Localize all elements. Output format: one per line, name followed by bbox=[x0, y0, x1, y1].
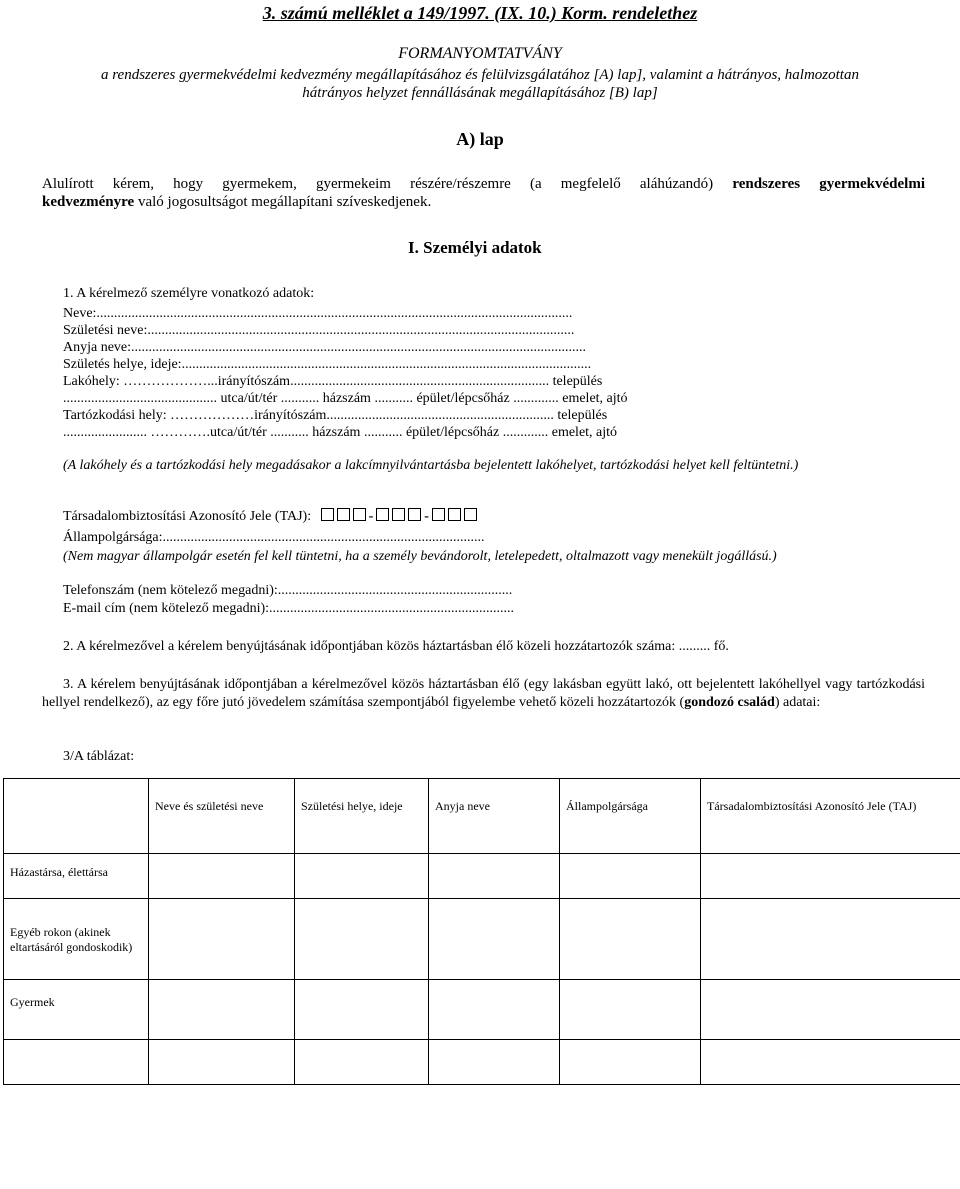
table-header-cell: Neve és születési neve bbox=[149, 779, 295, 854]
field-temporary-address[interactable]: Tartózkodási hely: ………………irányítószám................................................................. település bbox=[63, 408, 608, 423]
taj-digit-box[interactable] bbox=[448, 508, 461, 521]
intro-text: Alulírott kérem, hogy gyermekem, gyermekeim részére/részemre (a megfelelő aláhúzandó) bbox=[42, 176, 714, 192]
field-name[interactable]: Neve:........................................................................................................................................ bbox=[63, 306, 573, 321]
taj-separator: - bbox=[368, 509, 374, 524]
household-paragraph bbox=[42, 676, 925, 712]
table-row bbox=[4, 980, 960, 1040]
table-cell[interactable] bbox=[429, 980, 560, 1040]
household-text-2: ) adatai: bbox=[774, 695, 821, 710]
table-row bbox=[4, 1040, 960, 1085]
applicant-subheading: 1. A kérelmező személyre vonatkozó adatok: bbox=[63, 286, 315, 301]
table-header-cell: Születési helye, ideje bbox=[295, 779, 429, 854]
taj-digit-box[interactable] bbox=[321, 508, 334, 521]
table-row-label: Gyermek bbox=[4, 980, 149, 1040]
table-row bbox=[4, 899, 960, 980]
table-cell[interactable] bbox=[701, 854, 960, 899]
table-header-cell: Állampolgársága bbox=[560, 779, 701, 854]
form-subtitle-line2: hátrányos helyzet fennállásának megállapításához [B) lap] bbox=[302, 85, 658, 101]
taj-digit-box[interactable] bbox=[337, 508, 350, 521]
sheet-label: A) lap bbox=[456, 129, 504, 149]
table-cell[interactable] bbox=[560, 1040, 701, 1085]
table-cell[interactable] bbox=[701, 980, 960, 1040]
table-row bbox=[4, 854, 960, 899]
form-title: FORMANYOMTATVÁNY bbox=[398, 45, 562, 62]
household-text-bold: gondozó család bbox=[684, 695, 775, 710]
table-cell[interactable] bbox=[149, 1040, 295, 1085]
taj-digit-box[interactable] bbox=[392, 508, 405, 521]
intro-bold-2: kedvezményre bbox=[42, 194, 135, 210]
table-header-cell: Anyja neve bbox=[429, 779, 560, 854]
taj-boxes[interactable] bbox=[321, 509, 480, 524]
field-birth-name[interactable]: Születési neve:.......................................................................................................................... bbox=[63, 323, 575, 338]
taj-row bbox=[63, 508, 480, 525]
intro-bold: rendszeres gyermekvédelmi bbox=[732, 176, 926, 192]
taj-digit-box[interactable] bbox=[464, 508, 477, 521]
taj-digit-box[interactable] bbox=[353, 508, 366, 521]
field-citizenship[interactable]: Állampolgársága:............................................................................................ bbox=[63, 530, 485, 545]
citizenship-note: (Nem magyar állampolgár esetén fel kell tüntetni, ha a személy bevándorolt, letelepedett, oltalmazott vagy menekült jogállású.) bbox=[63, 549, 777, 564]
table-cell[interactable] bbox=[560, 854, 701, 899]
household-count[interactable]: 2. A kérelmezővel a kérelem benyújtásának időpontjában közös háztartásban élő közeli hozzátartozók száma: ......... fő. bbox=[63, 639, 729, 654]
taj-label: Társadalombiztosítási Azonosító Jele (TAJ): bbox=[63, 509, 312, 524]
table-cell[interactable] bbox=[295, 854, 429, 899]
table-row-label bbox=[4, 1040, 149, 1085]
table-cell[interactable] bbox=[149, 980, 295, 1040]
field-mother-name[interactable]: Anyja neve:.................................................................................................................................. bbox=[63, 340, 587, 355]
household-text-1: 3. A kérelem benyújtásának időpontjában a kérelmezővel közös háztartásban élő (egy lakásban együtt lakó, ott bejelentett lakóhellyel vagy tartózkodási hellyel rendelkező), az egy főre jutó jövedelem számítása szempontjából figyelembe vehető közeli hozzátartozók ( bbox=[42, 677, 925, 710]
table-cell[interactable] bbox=[560, 980, 701, 1040]
table-row-label: Egyéb rokon (akinek eltartásáról gondoskodik) bbox=[4, 899, 149, 980]
field-email[interactable]: E-mail cím (nem kötelező megadni):...................................................................... bbox=[63, 601, 515, 616]
field-residence[interactable]: Lakóhely: ………………...irányítószám.......................................................................... település bbox=[63, 374, 603, 389]
table-label: 3/A táblázat: bbox=[63, 749, 135, 764]
table-cell[interactable] bbox=[429, 899, 560, 980]
table-cell[interactable] bbox=[701, 899, 960, 980]
field-residence-street[interactable]: ............................................ utca/út/tér ........... házszám ........... épület/lépcsőház ............. emelet, ajtó bbox=[63, 391, 628, 406]
field-temporary-street[interactable]: ........................ ………….utca/út/tér ........... házszám ........... épület/lépcsőház ............. emelet, ajtó bbox=[63, 425, 618, 440]
intro-text-2: való jogosultságot megállapítani szíveskedjenek. bbox=[137, 194, 432, 210]
address-note: (A lakóhely és a tartózkodási hely megadásakor a lakcímnyilvántartásba bejelentett lakóhelyet, tartózkodási helyet kell feltüntetni.) bbox=[63, 458, 799, 473]
table-cell[interactable] bbox=[149, 854, 295, 899]
taj-digit-box[interactable] bbox=[432, 508, 445, 521]
applicant-fields bbox=[63, 305, 853, 441]
household-table bbox=[3, 778, 960, 1085]
table-header-cell: Társadalombiztosítási Azonosító Jele (TAJ) bbox=[701, 779, 960, 854]
field-phone[interactable]: Telefonszám (nem kötelező megadni):................................................................... bbox=[63, 583, 513, 598]
table-cell[interactable] bbox=[295, 899, 429, 980]
table-cell[interactable] bbox=[149, 899, 295, 980]
table-cell[interactable] bbox=[429, 1040, 560, 1085]
form-subtitle-line1: a rendszeres gyermekvédelmi kedvezmény megállapításához és felülvizsgálatához [A) lap], valamint a hátrányos, halmozottan bbox=[101, 67, 859, 83]
table-cell[interactable] bbox=[295, 1040, 429, 1085]
section-heading: I. Személyi adatok bbox=[408, 238, 542, 257]
table-cell[interactable] bbox=[560, 899, 701, 980]
annex-title: 3. számú melléklet a 149/1997. (IX. 10.) Korm. rendelethez bbox=[262, 3, 698, 23]
field-birth-place-date[interactable]: Születés helye, ideje:..................................................................................................................... bbox=[63, 357, 592, 372]
table-header-row bbox=[4, 779, 960, 854]
taj-digit-box[interactable] bbox=[376, 508, 389, 521]
table-header-cell bbox=[4, 779, 149, 854]
table-cell[interactable] bbox=[429, 854, 560, 899]
table-cell[interactable] bbox=[295, 980, 429, 1040]
table-row-label: Házastársa, élettársa bbox=[4, 854, 149, 899]
intro-line1 bbox=[42, 175, 925, 193]
intro-line2 bbox=[42, 193, 431, 211]
taj-digit-box[interactable] bbox=[408, 508, 421, 521]
taj-separator: - bbox=[424, 509, 429, 524]
table-cell[interactable] bbox=[701, 1040, 960, 1085]
